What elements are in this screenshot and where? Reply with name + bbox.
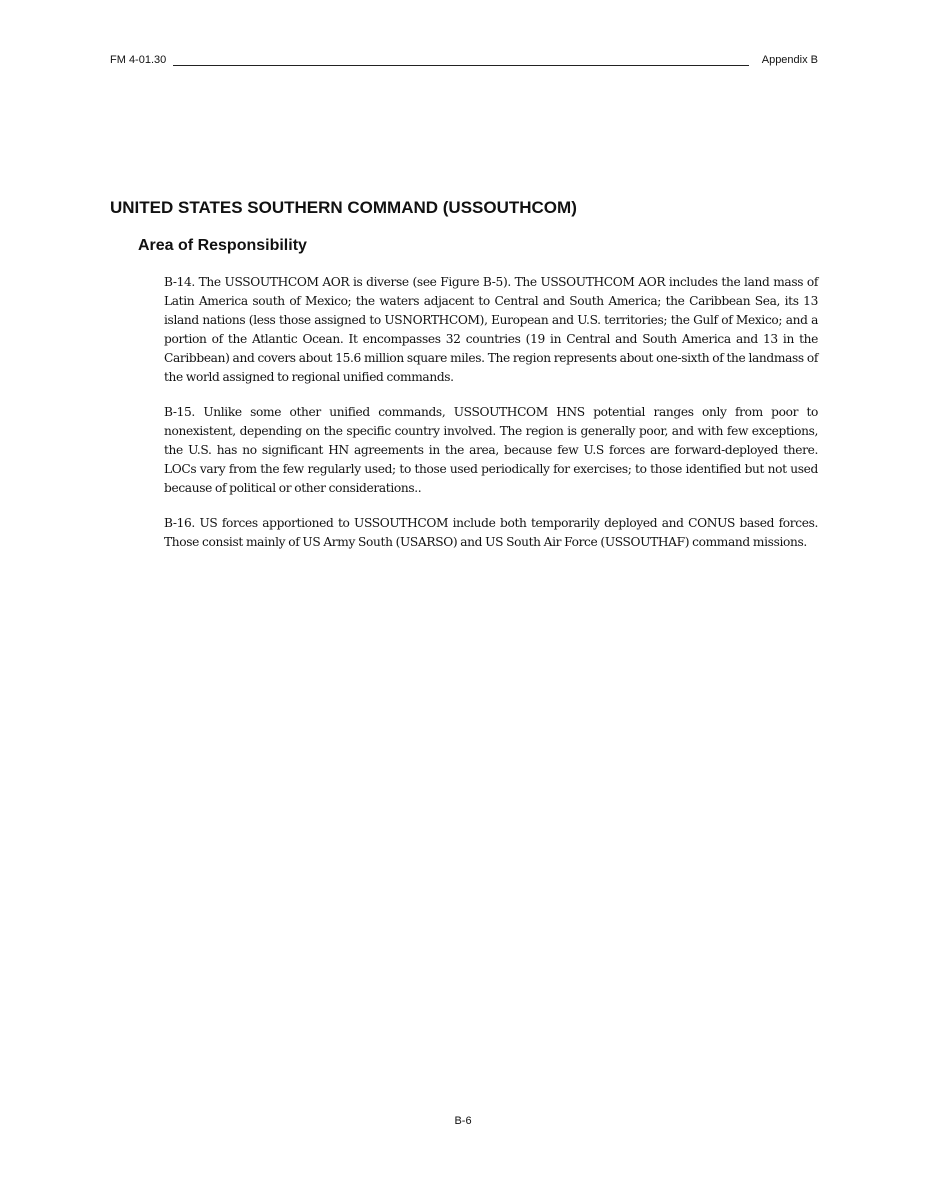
header-rule: [173, 65, 749, 66]
page-header: [110, 53, 818, 69]
paragraph-b-16: B-16. US forces apportioned to USSOUTHCOM include both temporarily deployed and CONUS based forces. Those consist mainly of US Army South (USARSO) and US South Air Force (USSOUTHAF) command missions.: [164, 516, 818, 549]
header-appendix: Appendix B: [761, 54, 818, 66]
body-text: [164, 273, 818, 568]
paragraph-b-14: B-14. The USSOUTHCOM AOR is diverse (see Figure B-5). The USSOUTHCOM AOR includes the land mass of Latin America south of Mexico; the waters adjacent to Central and South America; the Caribbean Sea, its 13 island nations (less those assigned to USNORTHCOM), European and U.S. territories; the Gulf of Mexico; and a portion of the Atlantic Ocean. It encompasses 32 countries (19 in Central and South America and 13 in the Caribbean) and covers about 15.6 million square miles. The region represents about one-sixth of the landmass of the world assigned to regional unified commands.: [164, 275, 818, 384]
section-title: UNITED STATES SOUTHERN COMMAND (USSOUTHCOM): [110, 198, 577, 217]
page-number: B-6: [454, 1115, 472, 1127]
paragraph-b-15: B-15. Unlike some other unified commands, USSOUTHCOM HNS potential ranges only from poor to nonexistent, depending on the specific country involved. The region is generally poor, and with few exceptions, the U.S. has no significant HN agreements in the area, because few U.S forces are forward-deployed there. LOCs vary from the few regularly used; to those used periodically for exercises; to those identified but not used because of political or other considerations..: [164, 405, 818, 495]
header-manual-id: FM 4-01.30: [110, 54, 167, 66]
subsection-title: Area of Responsibility: [138, 237, 307, 254]
